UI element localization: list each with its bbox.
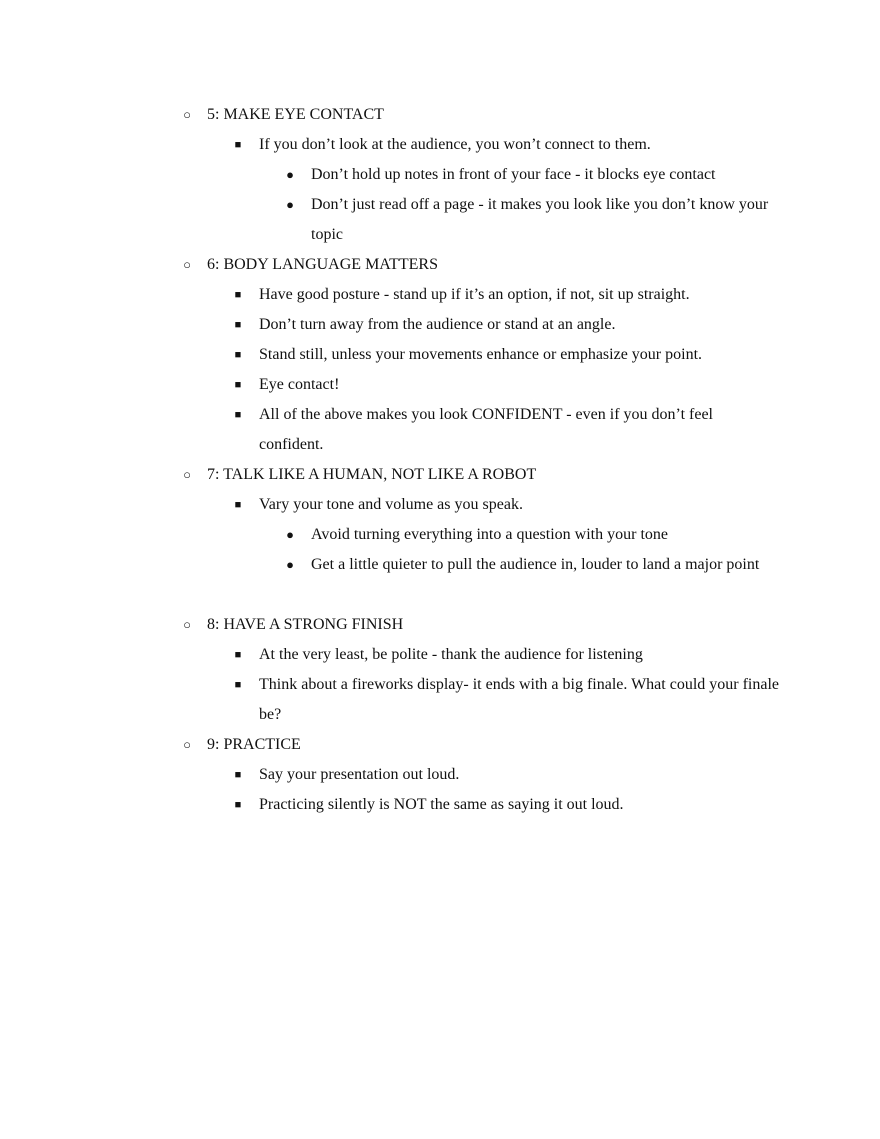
list-item-text: At the very least, be polite - thank the audience for listening	[259, 646, 643, 663]
list-item	[0, 640, 880, 670]
list-item-text: All of the above makes you look CONFIDENT - even if you don’t feel confident.	[259, 406, 713, 453]
list-item-text: If you don’t look at the audience, you won’t connect to them.	[259, 136, 651, 153]
document-page	[0, 100, 880, 820]
section-heading-text: 6: BODY LANGUAGE MATTERS	[207, 256, 438, 273]
square-bullet-icon: ■	[234, 499, 242, 511]
list-item-text: Think about a fireworks display- it ends with a big finale. What could your finale be?	[259, 676, 780, 723]
section-heading-text: 9: PRACTICE	[207, 736, 301, 753]
section-heading	[0, 250, 880, 280]
sub-list-item-text: Don’t hold up notes in front of your face - it blocks eye contact	[311, 166, 716, 183]
list-item	[0, 280, 880, 310]
disc-bullet-icon: ●	[286, 527, 294, 542]
list-item-text: Eye contact!	[259, 376, 340, 393]
sub-list-item-text: Get a little quieter to pull the audience in, louder to land a major point	[311, 556, 760, 573]
hollow-circle-bullet-icon: ○	[183, 467, 191, 482]
square-bullet-icon: ■	[234, 289, 242, 301]
square-bullet-icon: ■	[234, 769, 242, 781]
list-item	[0, 490, 880, 520]
section-heading-text: 5: MAKE EYE CONTACT	[207, 106, 384, 123]
disc-bullet-icon: ●	[286, 167, 294, 182]
sub-list-item-text: Avoid turning everything into a question with your tone	[311, 526, 668, 543]
sub-list-item	[0, 160, 880, 190]
list-item-text: Stand still, unless your movements enhance or emphasize your point.	[259, 346, 703, 363]
sub-list-item	[0, 550, 880, 610]
sub-list-item	[0, 520, 880, 550]
sub-list-item-text: Don’t just read off a page - it makes you look like you don’t know your topic	[311, 196, 769, 243]
square-bullet-icon: ■	[234, 799, 242, 811]
square-bullet-icon: ■	[234, 379, 242, 391]
list-item-text: Have good posture - stand up if it’s an option, if not, sit up straight.	[259, 286, 690, 303]
list-item	[0, 340, 880, 370]
section-heading-text: 7: TALK LIKE A HUMAN, NOT LIKE A ROBOT	[207, 466, 537, 483]
hollow-circle-bullet-icon: ○	[183, 107, 191, 122]
section-heading-text: 8: HAVE A STRONG FINISH	[207, 616, 404, 633]
square-bullet-icon: ■	[234, 409, 242, 421]
section-heading	[0, 460, 880, 490]
list-item	[0, 370, 880, 400]
list-item	[0, 130, 880, 160]
list-item	[0, 760, 880, 790]
section-heading	[0, 610, 880, 640]
square-bullet-icon: ■	[234, 349, 242, 361]
square-bullet-icon: ■	[234, 679, 242, 691]
disc-bullet-icon: ●	[286, 197, 294, 212]
square-bullet-icon: ■	[234, 139, 242, 151]
list-item-text: Say your presentation out loud.	[259, 766, 460, 783]
section-heading	[0, 730, 880, 760]
disc-bullet-icon: ●	[286, 557, 294, 572]
list-item-text: Practicing silently is NOT the same as saying it out loud.	[259, 796, 624, 813]
square-bullet-icon: ■	[234, 649, 242, 661]
list-item-text: Vary your tone and volume as you speak.	[259, 496, 523, 513]
hollow-circle-bullet-icon: ○	[183, 737, 191, 752]
section-heading	[0, 100, 880, 130]
list-item-text: Don’t turn away from the audience or stand at an angle.	[259, 316, 616, 333]
list-item	[0, 400, 880, 460]
square-bullet-icon: ■	[234, 319, 242, 331]
hollow-circle-bullet-icon: ○	[183, 617, 191, 632]
list-item	[0, 790, 880, 820]
hollow-circle-bullet-icon: ○	[183, 257, 191, 272]
list-item	[0, 310, 880, 340]
list-item	[0, 670, 880, 730]
sub-list-item	[0, 190, 880, 250]
